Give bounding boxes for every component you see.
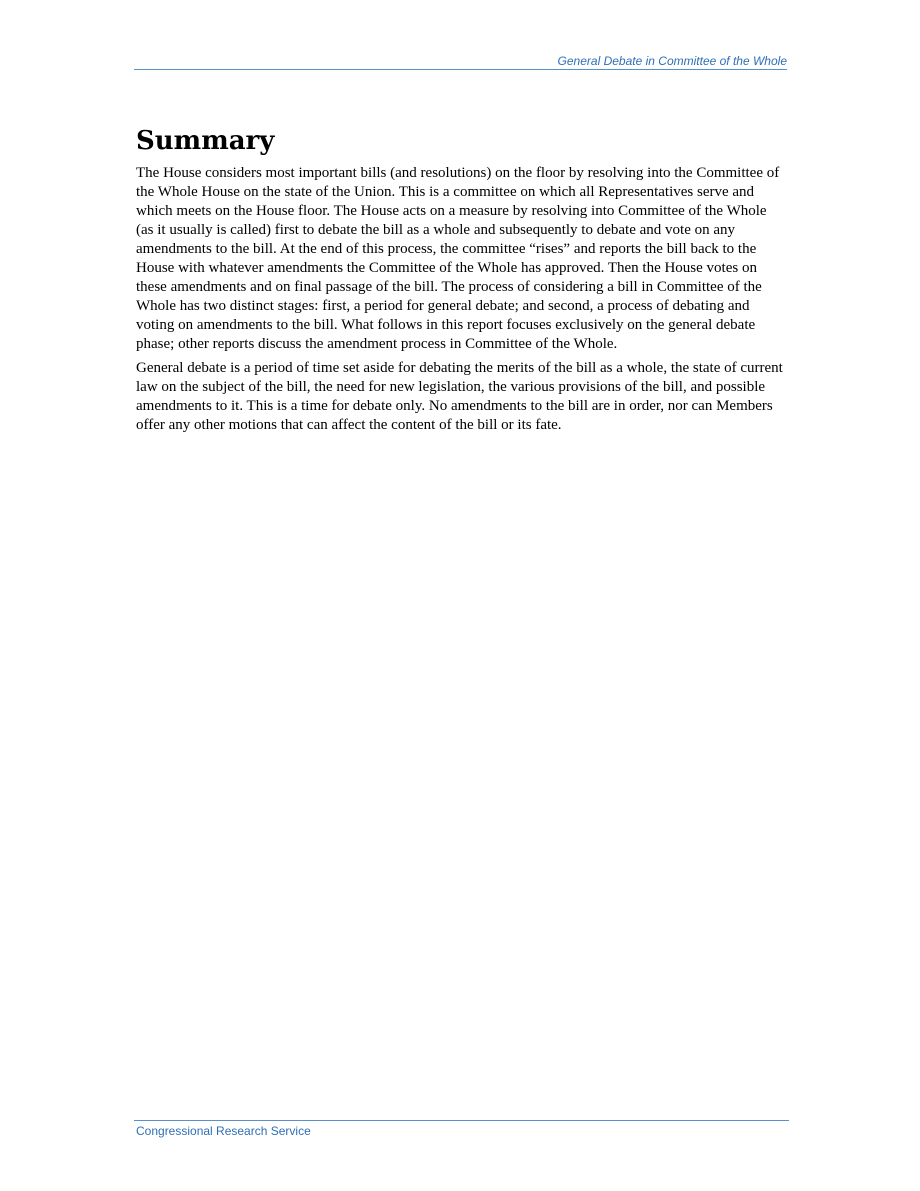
summary-paragraph-2: General debate is a period of time set aside for debating the merits of the bill as a whole, the state of current law on the subject of the bill, the need for new legislation, the various provisions of the bill, and possible amendments to it. This is a time for debate only. No amendments to the bill are in order, nor can Members offer any other motions that can affect the content of the bill or its fate.	[136, 360, 783, 433]
running-header	[134, 54, 787, 70]
running-header-title: General Debate in Committee of the Whole	[557, 54, 787, 68]
section-heading: Summary	[136, 126, 275, 156]
summary-paragraph-1: The House considers most important bills (and resolutions) on the floor by resolving into the Committee of the Whole House on the state of the Union. This is a committee on which all Representatives serve and which meets on the House floor. The House acts on a measure by resolving into Committee of the Whole (as it usually is called) first to debate the bill as a whole and subsequently to debate and vote on any amendments to the bill. At the end of this process, the committee “rises” and reports the bill back to the House with whatever amendments the Committee of the Whole has approved. Then the House votes on these amendments and on final passage of the bill. The process of considering a bill in Committee of the Whole has two distinct stages: first, a period for general debate; and second, a process of debating and voting on amendments to the bill. What follows in this report focuses exclusively on the general debate phase; other reports discuss the amendment process in Committee of the Whole.	[136, 165, 780, 352]
document-body	[136, 123, 786, 440]
running-footer	[134, 1120, 789, 1138]
footer-publisher: Congressional Research Service	[136, 1124, 311, 1138]
